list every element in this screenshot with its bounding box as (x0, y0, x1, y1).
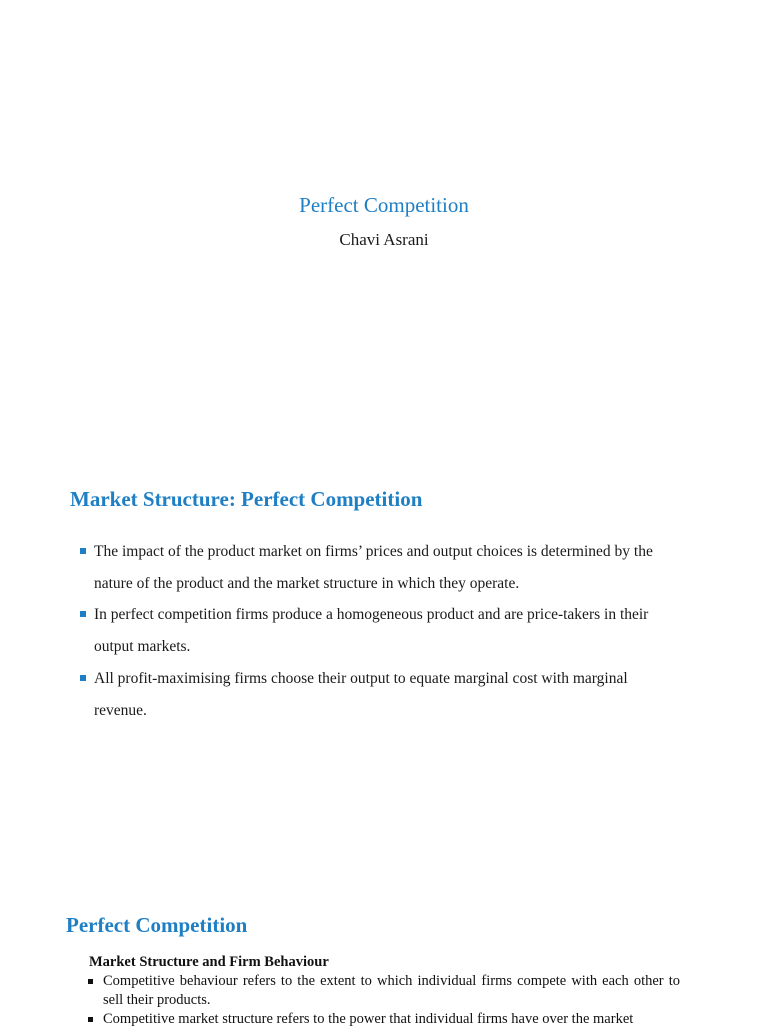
square-bullet-icon (80, 675, 86, 681)
slide2-bullet-list (78, 536, 682, 726)
slide2-bullet-text: All profit-maximising firms choose their output to equate marginal cost with marginal revenue. (94, 669, 628, 719)
slide3-bullet-text: Competitive behaviour refers to the extent to which individual firms compete with each other to sell their products. (103, 973, 680, 1008)
author-name: Chavi Asrani (339, 230, 429, 249)
slide3-bullet (86, 1010, 680, 1029)
slide2-heading: Market Structure: Perfect Competition (70, 487, 423, 511)
slide3-heading: Perfect Competition (66, 913, 248, 937)
square-bullet-icon (80, 611, 86, 617)
slide3-bullet-text: Competitive market structure refers to the power that individual firms have over the market (103, 1011, 634, 1027)
square-bullet-icon (88, 979, 93, 984)
title-slide-heading: Perfect Competition (299, 193, 469, 217)
square-bullet-icon (80, 548, 86, 554)
slide2-bullet (78, 536, 682, 599)
slide2-bullet-text: In perfect competition firms produce a homogeneous product and are price-takers in their output markets. (94, 606, 649, 656)
square-bullet-icon (88, 1017, 93, 1022)
slide2-bullet-text: The impact of the product market on firms’ prices and output choices is determined by the nature of the product and the market structure in which they operate. (94, 543, 653, 592)
slide2-bullet (78, 599, 682, 662)
slide2-bullet (78, 663, 682, 726)
slide3-subheading: Market Structure and Firm Behaviour (89, 954, 329, 970)
slide3-bullet-list (86, 972, 680, 1029)
slide3-bullet (86, 972, 680, 1010)
